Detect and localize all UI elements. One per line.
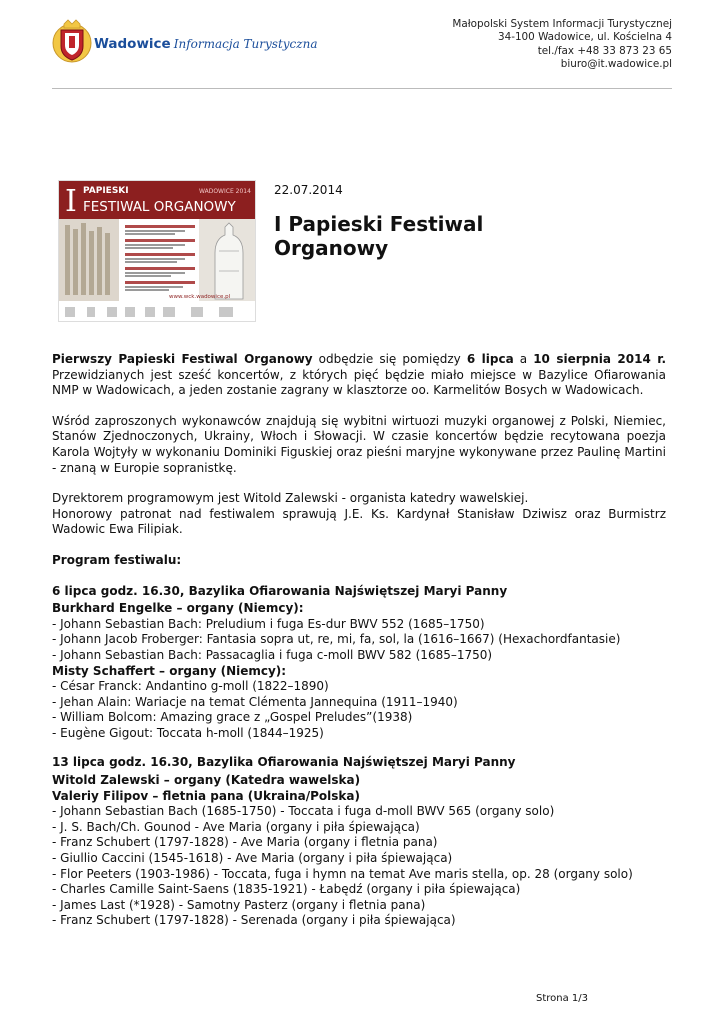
program-item: - Charles Camille Saint-Saens (1835-1921) - Łabędź (organy i piła śpiewająca)	[52, 882, 521, 897]
program-item: - Flor Peeters (1903-1986) - Toccata, fuga i hymn na temat Ave maris stella, op. 28 (organy solo)	[52, 866, 633, 881]
program-item: - Eugène Gigout: Toccata h-moll (1844–1925)	[52, 725, 324, 740]
program-item: - Franz Schubert (1797-1828) - Ave Maria (organy i fletnia pana)	[52, 835, 438, 850]
article-body	[52, 352, 666, 929]
concert-1-heading: 6 lipca godz. 16.30, Bazylika Ofiarowania Najświętszej Maryi Panny	[52, 583, 508, 598]
poster-image	[59, 181, 255, 321]
contact-address: 34-100 Wadowice, ul. Kościelna 4	[497, 31, 672, 44]
poster-edition: WADOWICE 2014	[199, 188, 251, 195]
concert-1-performer-1: Burkhard Engelke – organy (Niemcy):	[52, 601, 304, 616]
coat-of-arms-icon	[52, 18, 92, 64]
performers-paragraph: Wśród zaproszonych wykonawców znajdują się wybitni wirtuozi muzyki organowej z Polski, Niemiec, Stanów Zjednoczonych, Ukrainy, Włoch i Słowacji. W czasie koncertów będzie recytowana poezja Karola Wojtyły w wykonaniu Dominiki Figuskiej oraz pieśni maryjne wykonywane przez Paulinę Martini - znaną w Europie sopranistkę.	[52, 413, 666, 475]
program-item: - Johann Sebastian Bach: Preludium i fuga Es-dur BWV 552 (1685–1750)	[52, 616, 485, 631]
program-item: - Giullio Caccini (1545-1618) - Ave Maria (organy i piła śpiewająca)	[52, 851, 453, 866]
contact-org: Małopolski System Informacji Turystycznej	[452, 18, 672, 30]
wadowice-logo	[52, 18, 318, 76]
contact-block	[452, 18, 672, 72]
poster-main: FESTIWAL ORGANOWY	[83, 199, 236, 215]
page-header	[52, 18, 672, 88]
director-line: Dyrektorem programowym jest Witold Zalewski - organista katedry wawelskiej.	[52, 491, 529, 506]
concert-2-performer-2: Valeriy Filipov – fletnia pana (Ukraina/Polska)	[52, 788, 360, 803]
program-heading: Program festiwalu:	[52, 552, 182, 567]
concert-1-performer-2: Misty Schaffert – organy (Niemcy):	[52, 663, 287, 678]
contact-email[interactable]: biuro@it.wadowice.pl	[560, 58, 672, 71]
program-item: - James Last (*1928) - Samotny Pasterz (organy i fletnia pana)	[52, 897, 426, 912]
program-item: - Franz Schubert (1797-1828) - Serenada (organy i piła śpiewająca)	[52, 913, 456, 928]
poster-roman: I	[65, 184, 77, 219]
program-item: - Jehan Alain: Wariacje na temat Clémenta Jannequina (1911–1940)	[52, 694, 458, 709]
program-item: - César Franck: Andantino g-moll (1822–1890)	[52, 679, 329, 694]
patronage-paragraph: Honorowy patronat nad festiwalem sprawują J.E. Ks. Kardynał Stanisław Dziwisz oraz Burmistrz Wadowic Ewa Filipiak.	[52, 506, 666, 537]
concert-2-performer-1: Witold Zalewski – organy (Katedra wawelska)	[52, 773, 361, 788]
article-date: 22.07.2014	[274, 183, 343, 197]
poster-top: PAPIESKI	[83, 186, 129, 196]
logo-wordmark: Wadowice Informacja Turystyczna	[94, 36, 318, 52]
intro-paragraph: Pierwszy Papieski Festiwal Organowy odbędzie się pomiędzy 6 lipca a 10 sierpnia 2014 r. Przewidzianych jest sześć koncertów, z których pięć będzie miało miejsce w Bazylice Ofiarowania NMP w Wadowicach, a jeden zostanie zagrany w klasztorze oo. Karmelitów Bosych w Wadowicach.	[52, 352, 667, 398]
program-item: - William Bolcom: Amazing grace z „Gospel Preludes”(1938)	[52, 710, 413, 725]
program-item: - Johann Jacob Froberger: Fantasia sopra ut, re, mi, fa, sol, la (1616–1667) (Hexachordfantasie)	[52, 632, 621, 647]
article-title: I Papieski Festiwal Organowy	[274, 212, 484, 260]
program-item: - Johann Sebastian Bach (1685-1750) - Toccata i fuga d-moll BWV 565 (organy solo)	[52, 804, 555, 819]
program-item: - Johann Sebastian Bach: Passacaglia i fuga c-moll BWV 582 (1685–1750)	[52, 647, 493, 662]
program-item: - J. S. Bach/Ch. Gounod - Ave Maria (organy i piła śpiewająca)	[52, 819, 420, 834]
header-divider	[52, 88, 672, 89]
concert-2-heading: 13 lipca godz. 16.30, Bazylika Ofiarowania Najświętszej Maryi Panny	[52, 755, 516, 770]
festival-poster	[58, 180, 256, 322]
page-number: Strona 1/3	[536, 993, 589, 1004]
poster-url: www.wck.wadowice.pl	[169, 294, 231, 300]
contact-phone: tel./fax +48 33 873 23 65	[537, 44, 672, 57]
